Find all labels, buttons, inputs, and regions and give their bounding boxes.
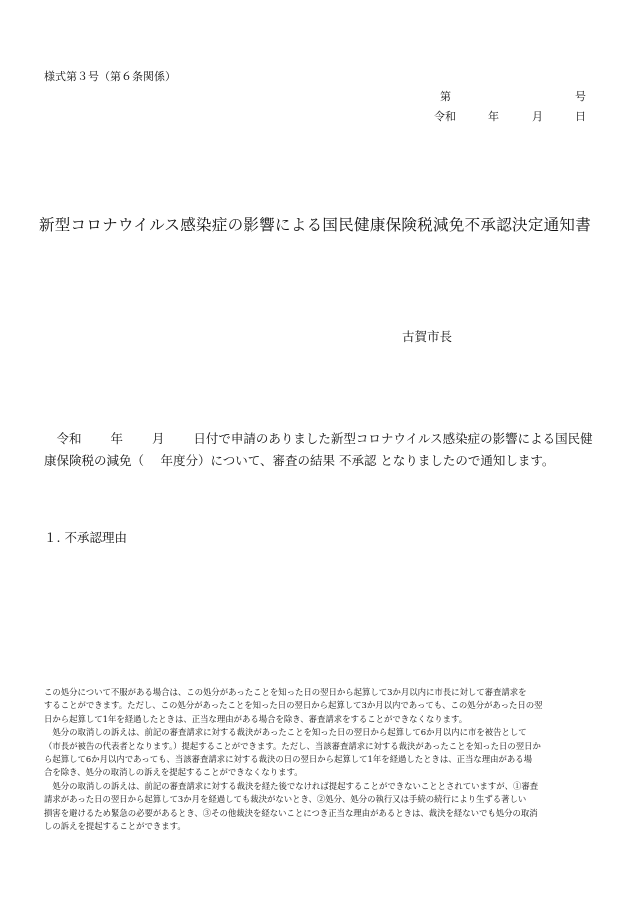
notice-line: この処分について不服がある場合は、この処分があったことを知った日の翌日から起算して3か月以内に市長に対して審査請求を [44, 687, 527, 697]
body-line: 令和 年 月 日付で申請のありました新型コロナウイルス感染症の影響による国民健 [44, 431, 593, 446]
notice-line: 損害を避けるため緊急の必要があるとき、③その他裁決を経ないことにつき正当な理由があるときは、裁決を経ないでも処分の取消 [44, 807, 538, 818]
notice-line: 合を除き、処分の取消しの訴えを提起することができなくなります。 [44, 767, 303, 778]
notice-line: しの訴えを提起することができます。 [44, 821, 186, 832]
notice-line: （市長が被告の代表者となります。）提起することができます。ただし、当該審査請求に対する裁決があったことを知った日の翌日か [44, 740, 541, 751]
form-label: 様式第３号（第６条関係） [44, 70, 176, 83]
appeal-notice [44, 686, 592, 833]
date-month-label: 月 [532, 110, 543, 123]
document-title: 新型コロナウイルス感染症の影響による国民健康保険税減免不承認決定通知書 [38, 216, 592, 234]
issuer-name: 古賀市長 [402, 329, 453, 344]
notice-line: 日から起算して1年を経過したときは、正当な理由がある場合を除き、審査請求をすることができなくなります。 [44, 713, 468, 724]
section-heading: １. 不承認理由 [44, 530, 127, 545]
notice-line: 処分の取消しの訴えは、前記の審査請求に対する裁決を経た後でなければ提起することができないこととされていますが、①審査 [44, 780, 539, 791]
notice-line: 請求があった日の翌日から起算して3か月を経過しても裁決がないとき、②処分、処分の執行又は手続の続行により生ずる著しい [44, 794, 527, 805]
body-line: 康保険税の減免（ 年度分）について、審査の結果 不承認 となりましたので通知します。 [44, 453, 555, 468]
notice-line: ら起算して6か月以内であっても、当該審査請求に対する裁決の日の翌日から起算して1年を経過したときは、正当な理由がある場 [44, 754, 532, 765]
notice-line: することができます。ただし、この処分があったことを知った日の翌日から起算して3か月以内であっても、この処分があった日の翌 [44, 700, 543, 711]
date-era: 令和 [434, 110, 456, 123]
number-suffix: 号 [575, 90, 586, 103]
notice-line: 処分の取消しの訴えは、前記の審査請求に対する裁決があったことを知った日の翌日から起算して6か月以内に市を被告として [44, 727, 527, 738]
date-year-label: 年 [488, 110, 499, 123]
number-prefix: 第 [440, 90, 451, 103]
notification-body [44, 428, 592, 472]
date-day-label: 日 [575, 110, 586, 123]
document-number-line [440, 88, 586, 104]
